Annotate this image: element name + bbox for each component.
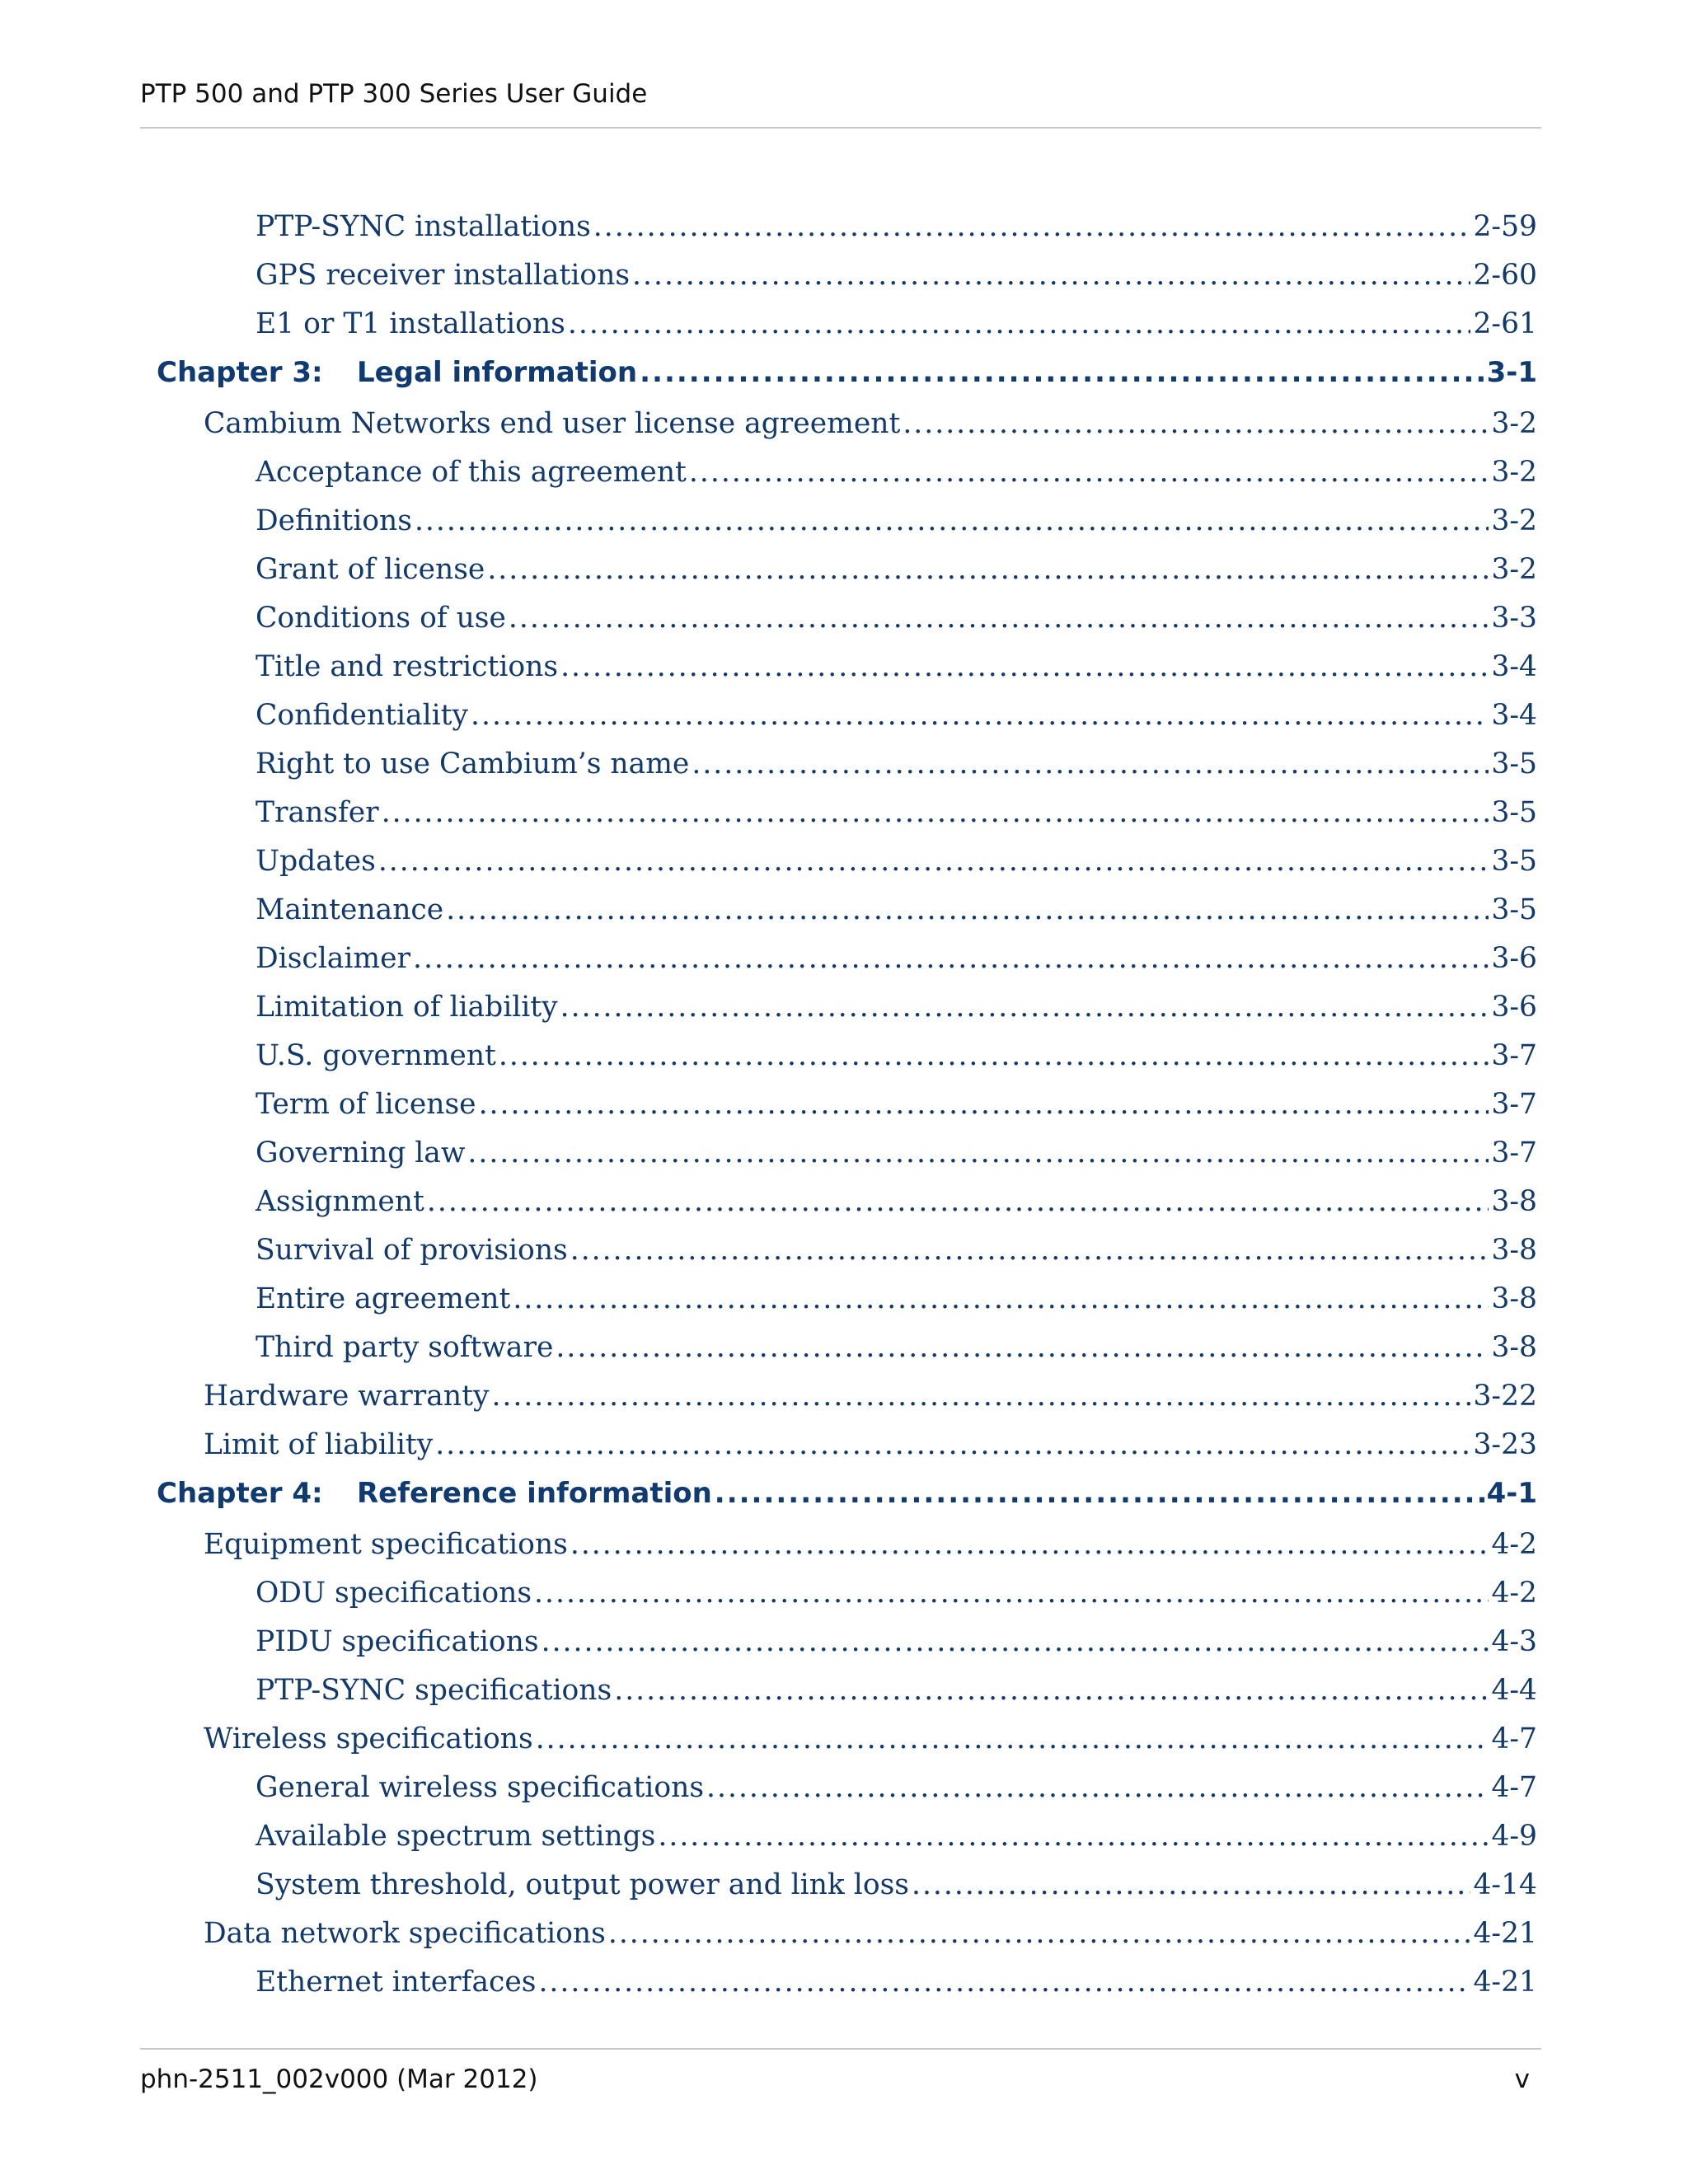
dot-leader — [538, 1966, 1470, 1999]
dot-leader — [556, 1331, 1489, 1364]
dot-leader — [570, 1528, 1489, 1561]
toc-entry[interactable] — [157, 650, 1537, 699]
toc-entry-page: 3-2 — [1491, 553, 1537, 586]
toc-entry[interactable] — [157, 1088, 1537, 1137]
dot-leader — [614, 1674, 1489, 1707]
dot-leader — [435, 1428, 1470, 1461]
toc-entry[interactable] — [157, 1282, 1537, 1331]
toc-entry[interactable] — [157, 991, 1537, 1039]
dot-leader — [608, 1917, 1471, 1950]
toc-entry[interactable] — [157, 1185, 1537, 1234]
toc-entry-label: ODU specifications — [256, 1577, 532, 1610]
toc-entry[interactable] — [157, 1577, 1537, 1625]
toc-entry-label: Survival of provisions — [256, 1234, 568, 1267]
toc-entry-page: 3-22 — [1473, 1380, 1537, 1413]
toc-entry-label: Ethernet interfaces — [256, 1966, 537, 1999]
dot-leader — [593, 210, 1471, 243]
dot-leader — [382, 796, 1489, 829]
toc-entry-label: Title and restrictions — [256, 650, 559, 683]
toc-entry-label: Third party software — [256, 1331, 554, 1364]
dot-leader — [568, 307, 1471, 340]
toc-entry[interactable] — [157, 1380, 1537, 1428]
toc-entry-page: 2-60 — [1473, 259, 1537, 292]
toc-entry[interactable] — [157, 210, 1537, 259]
dot-leader — [903, 407, 1489, 440]
toc-entry-label: System threshold, output power and link loss — [256, 1868, 909, 1901]
toc-entry-label: General wireless specifications — [256, 1771, 705, 1804]
toc-chapter-entry[interactable] — [157, 1477, 1537, 1528]
dot-leader — [427, 1185, 1489, 1218]
toc-entry[interactable] — [157, 1722, 1537, 1771]
toc-entry[interactable] — [157, 259, 1537, 307]
toc-entry-label: Wireless specifications — [204, 1722, 533, 1755]
table-of-contents — [157, 210, 1537, 2014]
toc-entry[interactable] — [157, 1234, 1537, 1282]
toc-entry[interactable] — [157, 602, 1537, 650]
toc-entry[interactable] — [157, 1528, 1537, 1577]
toc-entry-label: E1 or T1 installations — [256, 307, 565, 340]
toc-entry-label: Right to use Cambium’s name — [256, 748, 690, 780]
toc-entry-page: 3-7 — [1491, 1039, 1537, 1072]
toc-entry[interactable] — [157, 1771, 1537, 1820]
toc-entry[interactable] — [157, 699, 1537, 748]
toc-entry[interactable] — [157, 748, 1537, 796]
dot-leader — [640, 356, 1484, 389]
document-title: PTP 500 and PTP 300 Series User Guide — [140, 79, 648, 109]
dot-leader — [471, 699, 1489, 732]
toc-entry-page: 3-5 — [1491, 845, 1537, 878]
dot-leader — [706, 1771, 1489, 1804]
toc-entry-label: Disclaimer — [256, 942, 410, 975]
dot-leader — [413, 942, 1489, 975]
toc-entry-label: Legal information — [357, 356, 638, 389]
toc-entry[interactable] — [157, 1331, 1537, 1380]
toc-entry-label: Definitions — [256, 504, 412, 537]
toc-entry-page: 3-23 — [1473, 1428, 1537, 1461]
toc-entry-page: 4-7 — [1491, 1771, 1537, 1804]
page-footer — [140, 2048, 1541, 2094]
toc-entry-page: 3-3 — [1491, 602, 1537, 635]
toc-entry-label: Cambium Networks end user license agreement — [204, 407, 901, 440]
toc-entry-label: Hardware warranty — [204, 1380, 490, 1413]
toc-entry-label: GPS receiver installations — [256, 259, 631, 292]
toc-entry[interactable] — [157, 1428, 1537, 1477]
toc-entry-page: 3-4 — [1491, 650, 1537, 683]
toc-entry-label: Term of license — [256, 1088, 476, 1121]
page-number: v — [1514, 2064, 1530, 2094]
toc-entry-page: 3-6 — [1491, 991, 1537, 1024]
toc-entry-page: 3-2 — [1491, 456, 1537, 489]
toc-entry-label: PTP-SYNC installations — [256, 210, 591, 243]
toc-entry-label: Available spectrum settings — [256, 1820, 656, 1853]
toc-entry-page: 4-9 — [1491, 1820, 1537, 1853]
toc-entry[interactable] — [157, 942, 1537, 991]
toc-entry-page: 3-5 — [1491, 748, 1537, 780]
chapter-number: Chapter 4: — [157, 1477, 323, 1510]
dot-leader — [689, 456, 1489, 489]
toc-entry-label: Data network specifications — [204, 1917, 606, 1950]
toc-entry-page: 3-5 — [1491, 893, 1537, 926]
toc-entry[interactable] — [157, 1625, 1537, 1674]
dot-leader — [632, 259, 1470, 292]
toc-entry[interactable] — [157, 307, 1537, 356]
toc-entry-page: 4-2 — [1491, 1577, 1537, 1610]
toc-entry[interactable] — [157, 456, 1537, 504]
toc-entry[interactable] — [157, 504, 1537, 553]
toc-entry-page: 3-5 — [1491, 796, 1537, 829]
dot-leader — [513, 1282, 1489, 1315]
toc-entry-label: Updates — [256, 845, 376, 878]
toc-entry-label: Reference information — [357, 1477, 712, 1510]
toc-entry-label: Equipment specifications — [204, 1528, 568, 1561]
toc-entry-page: 2-59 — [1473, 210, 1537, 243]
toc-entry[interactable] — [157, 407, 1537, 456]
chapter-number: Chapter 3: — [157, 356, 323, 389]
toc-entry-page: 4-7 — [1491, 1722, 1537, 1755]
toc-entry-label: Acceptance of this agreement — [256, 456, 687, 489]
toc-entry-label: Governing law — [256, 1137, 466, 1169]
dot-leader — [536, 1722, 1489, 1755]
dot-leader — [509, 602, 1489, 635]
toc-entry-label: PIDU specifications — [256, 1625, 539, 1658]
page-header — [140, 79, 1541, 129]
dot-leader — [560, 991, 1489, 1024]
toc-entry-label: Limit of liability — [204, 1428, 434, 1461]
toc-entry-page: 4-3 — [1491, 1625, 1537, 1658]
toc-entry-label: Assignment — [256, 1185, 424, 1218]
toc-entry[interactable] — [157, 796, 1537, 845]
toc-entry-page: 3-8 — [1491, 1282, 1537, 1315]
toc-entry-label: PTP-SYNC specifications — [256, 1674, 612, 1707]
dot-leader — [692, 748, 1489, 780]
toc-entry-page: 3-6 — [1491, 942, 1537, 975]
dot-leader — [446, 893, 1489, 926]
toc-entry-page: 3-2 — [1491, 504, 1537, 537]
dot-leader — [467, 1137, 1489, 1169]
toc-entry[interactable] — [157, 553, 1537, 602]
dot-leader — [479, 1088, 1489, 1121]
toc-entry-page: 3-8 — [1491, 1234, 1537, 1267]
dot-leader — [491, 1380, 1470, 1413]
toc-entry-label: Limitation of liability — [256, 991, 558, 1024]
toc-entry-page: 2-61 — [1473, 307, 1537, 340]
toc-entry[interactable] — [157, 1039, 1537, 1088]
dot-leader — [912, 1868, 1470, 1901]
dot-leader — [570, 1234, 1489, 1267]
dot-leader — [487, 553, 1489, 586]
document-id: phn-2511_002v000 (Mar 2012) — [140, 2064, 538, 2094]
toc-entry-page: 4-14 — [1473, 1868, 1537, 1901]
toc-entry[interactable] — [157, 1820, 1537, 1868]
toc-entry-label: Entire agreement — [256, 1282, 511, 1315]
toc-entry-label: Grant of license — [256, 553, 485, 586]
toc-entry-label: U.S. government — [256, 1039, 496, 1072]
toc-entry-page: 3-7 — [1491, 1137, 1537, 1169]
toc-entry-page: 4-21 — [1473, 1917, 1537, 1950]
dot-leader — [378, 845, 1489, 878]
toc-entry-page: 3-1 — [1486, 356, 1537, 389]
dot-leader — [560, 650, 1489, 683]
toc-entry[interactable] — [157, 1868, 1537, 1917]
toc-entry-page: 4-2 — [1491, 1528, 1537, 1561]
toc-entry-page: 3-8 — [1491, 1185, 1537, 1218]
dot-leader — [415, 504, 1489, 537]
dot-leader — [499, 1039, 1489, 1072]
toc-entry[interactable] — [157, 1917, 1537, 1966]
toc-entry-page: 3-7 — [1491, 1088, 1537, 1121]
dot-leader — [715, 1477, 1484, 1510]
dot-leader — [534, 1577, 1489, 1610]
toc-entry[interactable] — [157, 1966, 1537, 2014]
toc-entry-page: 3-2 — [1491, 407, 1537, 440]
toc-entry[interactable] — [157, 845, 1537, 893]
toc-entry-page: 4-21 — [1473, 1966, 1537, 1999]
toc-entry-page: 3-8 — [1491, 1331, 1537, 1364]
toc-entry[interactable] — [157, 1674, 1537, 1722]
toc-entry-label: Confidentiality — [256, 699, 469, 732]
toc-entry-page: 3-4 — [1491, 699, 1537, 732]
dot-leader — [658, 1820, 1489, 1853]
dot-leader — [542, 1625, 1489, 1658]
toc-entry-label: Maintenance — [256, 893, 444, 926]
toc-entry-page: 4-1 — [1486, 1477, 1537, 1510]
toc-entry-label: Transfer — [256, 796, 379, 829]
toc-entry-label: Conditions of use — [256, 602, 506, 635]
toc-entry[interactable] — [157, 893, 1537, 942]
toc-chapter-entry[interactable] — [157, 356, 1537, 407]
toc-entry[interactable] — [157, 1137, 1537, 1185]
toc-entry-page: 4-4 — [1491, 1674, 1537, 1707]
